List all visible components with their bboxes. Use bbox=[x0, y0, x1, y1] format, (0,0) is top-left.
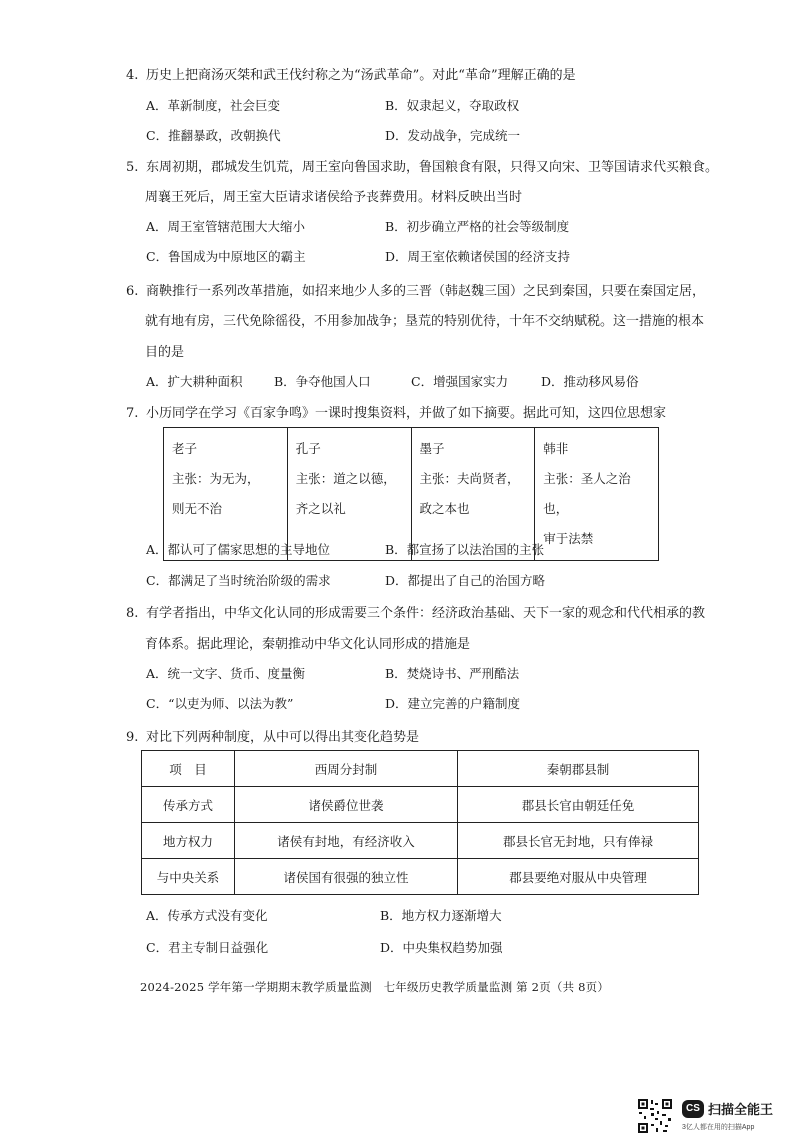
table-cell: 郡县长官无封地，只有俸禄 bbox=[458, 823, 699, 859]
table-header-row bbox=[142, 751, 699, 787]
option-d: D．建立完善的户籍制度 bbox=[385, 696, 521, 711]
option-d: D．中央集权趋势加强 bbox=[380, 940, 503, 955]
table-cell: 诸侯国有很强的独立性 bbox=[235, 859, 458, 895]
option-b: B．奴隶起义，夺取政权 bbox=[385, 98, 520, 113]
option-c: C．都满足了当时统治阶级的需求 bbox=[146, 573, 331, 588]
option-d: D．推动移风易俗 bbox=[541, 374, 639, 389]
table-row bbox=[142, 859, 699, 895]
option-a: A．统一文字、货币、度量衡 bbox=[146, 666, 306, 681]
table-cell: 传承方式 bbox=[142, 787, 235, 823]
thinker-claim-line-2: 政之本也 bbox=[419, 501, 470, 516]
thinker-claim-line-1: 主张：为无为， bbox=[172, 471, 260, 486]
thinker-name: 孔子 bbox=[295, 441, 321, 456]
scanner-app-name: 扫描全能王 bbox=[708, 1102, 774, 1117]
question-text: 小历同学在学习《百家争鸣》一课时搜集资料，并做了如下摘要。据此可知，这四位思想家 bbox=[146, 406, 667, 421]
table-cell: 诸侯有封地，有经济收入 bbox=[235, 823, 458, 859]
option-c: C．君主专制日益强化 bbox=[146, 940, 269, 955]
thinker-claim-line-2: 审于法禁 bbox=[543, 531, 594, 546]
thinker-name: 老子 bbox=[172, 441, 198, 456]
qr-code-icon bbox=[637, 1098, 673, 1134]
systems-comparison-table bbox=[141, 750, 699, 895]
thinker-name: 墨子 bbox=[419, 441, 445, 456]
option-a: A．革新制度，社会巨变 bbox=[146, 98, 281, 113]
table-header-cell: 秦朝郡县制 bbox=[458, 751, 699, 787]
question-text: 对比下列两种制度，从中可以得出其变化趋势是 bbox=[146, 730, 420, 745]
thinker-claim-line-2: 则无不治 bbox=[172, 501, 223, 516]
question-7-stem bbox=[126, 402, 666, 421]
question-text-line-2: 育体系。据此理论，秦朝推动中华文化认同形成的措施是 bbox=[145, 637, 471, 652]
table-cell: 诸侯爵位世袭 bbox=[235, 787, 458, 823]
option-c: C．鲁国成为中原地区的霸主 bbox=[146, 249, 306, 264]
option-b: B．争夺他国人口 bbox=[274, 374, 371, 389]
option-c: C．“以吏为师、以法为教” bbox=[146, 696, 294, 711]
question-number: 8. bbox=[126, 606, 139, 621]
question-8-stem bbox=[126, 602, 705, 621]
option-a: A．周王室管辖范围大大缩小 bbox=[146, 219, 306, 234]
table-cell: 地方权力 bbox=[142, 823, 235, 859]
camscanner-logo: CS bbox=[682, 1100, 704, 1118]
question-number: 7. bbox=[126, 406, 139, 421]
option-a: A．扩大耕种面积 bbox=[146, 374, 243, 389]
thinker-name: 韩非 bbox=[543, 441, 569, 456]
table-row bbox=[142, 823, 699, 859]
option-b: B．都宣扬了以法治国的主张 bbox=[385, 542, 545, 557]
table-cell: 郡县长官由朝廷任免 bbox=[458, 787, 699, 823]
table-cell bbox=[535, 428, 659, 561]
option-d: D．周王室依赖诸侯国的经济支持 bbox=[385, 249, 571, 264]
question-9-stem bbox=[126, 726, 419, 745]
question-text-line-1: 东周初期，郡城发生饥荒，周王室向鲁国求助，鲁国粮食有限，只得又向宋、卫等国请求代买粮食。 bbox=[146, 160, 719, 175]
table-cell: 与中央关系 bbox=[142, 859, 235, 895]
option-a: A．传承方式没有变化 bbox=[146, 908, 268, 923]
option-c: C．增强国家实力 bbox=[411, 374, 509, 389]
option-a: A．都认可了儒家思想的主导地位 bbox=[146, 542, 331, 557]
option-d: D．发动战争，完成统一 bbox=[385, 128, 521, 143]
option-b: B．焚烧诗书、严刑酷法 bbox=[385, 666, 520, 681]
question-4-stem bbox=[126, 64, 576, 83]
question-text: 历史上把商汤灭桀和武王伐纣称之为“汤武革命”。对此“革命”理解正确的是 bbox=[146, 68, 576, 83]
option-b: B．地方权力逐渐增大 bbox=[380, 908, 502, 923]
thinker-claim-line-1: 主张：夫尚贤者， bbox=[419, 471, 520, 486]
option-c: C．推翻暴政，改朝换代 bbox=[146, 128, 281, 143]
question-number: 9. bbox=[126, 730, 139, 745]
question-number: 4. bbox=[126, 68, 139, 83]
thinker-claim-line-1: 主张：圣人之治也， bbox=[543, 471, 631, 516]
question-5-stem bbox=[126, 156, 718, 175]
page-footer: 2024-2025 学年第一学期期末教学质量监测 七年级历史教学质量监测 第 2页（共 8页） bbox=[140, 980, 610, 994]
question-6-stem bbox=[126, 280, 705, 299]
question-text-line-3: 目的是 bbox=[145, 345, 185, 360]
question-text-line-1: 商鞅推行一系列改革措施，如招来地少人多的三晋（韩赵魏三国）之民到秦国，只要在秦国定居， bbox=[146, 284, 706, 299]
option-d: D．都提出了自己的治国方略 bbox=[385, 573, 546, 588]
question-text-line-2: 就有地有房，三代免除徭役，不用参加战争；垦荒的特别优待，十年不交纳赋税。这一措施的根本 bbox=[145, 314, 705, 329]
question-number: 6. bbox=[126, 284, 139, 299]
question-number: 5. bbox=[126, 160, 139, 175]
thinker-claim-line-1: 主张：道之以德， bbox=[295, 471, 396, 486]
table-cell: 郡县要绝对服从中央管理 bbox=[458, 859, 699, 895]
thinker-claim-line-2: 齐之以礼 bbox=[295, 501, 346, 516]
table-header-cell: 项 目 bbox=[142, 751, 235, 787]
table-header-cell: 西周分封制 bbox=[235, 751, 458, 787]
question-text-line-2: 周襄王死后，周王室大臣请求诸侯给予丧葬费用。材料反映出当时 bbox=[145, 190, 523, 205]
question-text-line-1: 有学者指出，中华文化认同的形成需要三个条件：经济政治基础、天下一家的观念和代代相承的教 bbox=[146, 606, 706, 621]
table-row bbox=[142, 787, 699, 823]
option-b: B．初步确立严格的社会等级制度 bbox=[385, 219, 570, 234]
scanner-tagline: 3亿人都在用的扫描App bbox=[682, 1124, 755, 1131]
